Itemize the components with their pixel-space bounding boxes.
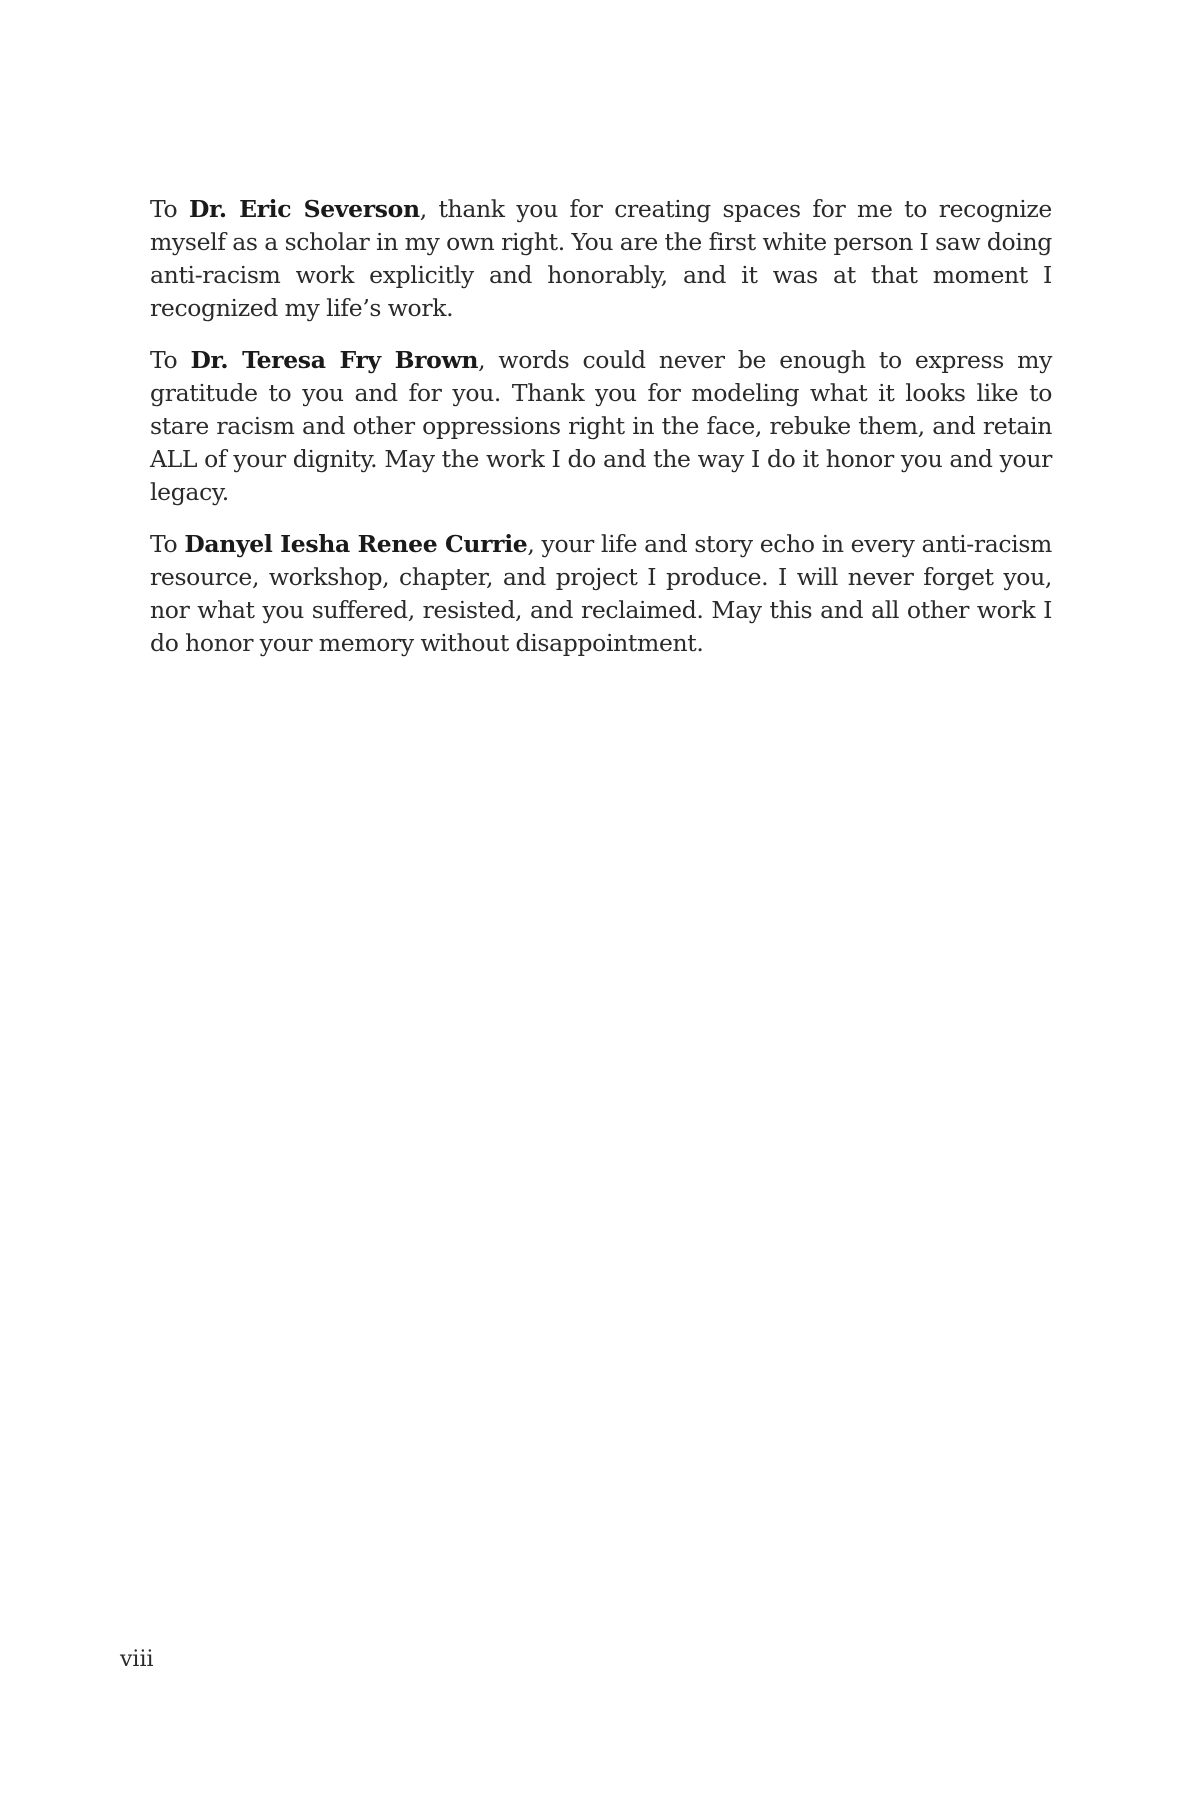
name-danyel-currie: Danyel Iesha Renee Currie (184, 530, 528, 558)
paragraph-body: , your life and story echo in every anti-racism resource, workshop, chapter, and project I produce. I will never forget you, nor what you suffered, resisted, and reclaimed. May this and all other work I do honor your memory without disappointment. (150, 530, 1052, 657)
paragraph-lead: To (150, 195, 189, 223)
paragraph-lead: To (150, 346, 191, 374)
acknowledgments-text (150, 193, 1052, 679)
paragraph-body: , thank you for creating spaces for me to recognize myself as a scholar in my own right. You are the first white person I saw doing anti-racism work explicitly and honorably, and it was at that moment I recognized my life’s work. (150, 195, 1052, 322)
name-eric-severson: Dr. Eric Severson (188, 195, 420, 223)
name-teresa-fry-brown: Dr. Teresa Fry Brown (190, 346, 479, 374)
paragraph-fry-brown (150, 344, 1052, 509)
paragraph-body: , words could never be enough to express my gratitude to you and for you. Thank you for modeling what it looks like to stare racism and other oppressions right in the face, rebuke them, and retain ALL of your dignity. May the work I do and the way I do it honor you and your legacy. (150, 346, 1053, 506)
page-number: viii (120, 1647, 154, 1672)
paragraph-currie (150, 528, 1052, 660)
paragraph-severson (150, 193, 1052, 325)
paragraph-lead: To (150, 530, 185, 558)
